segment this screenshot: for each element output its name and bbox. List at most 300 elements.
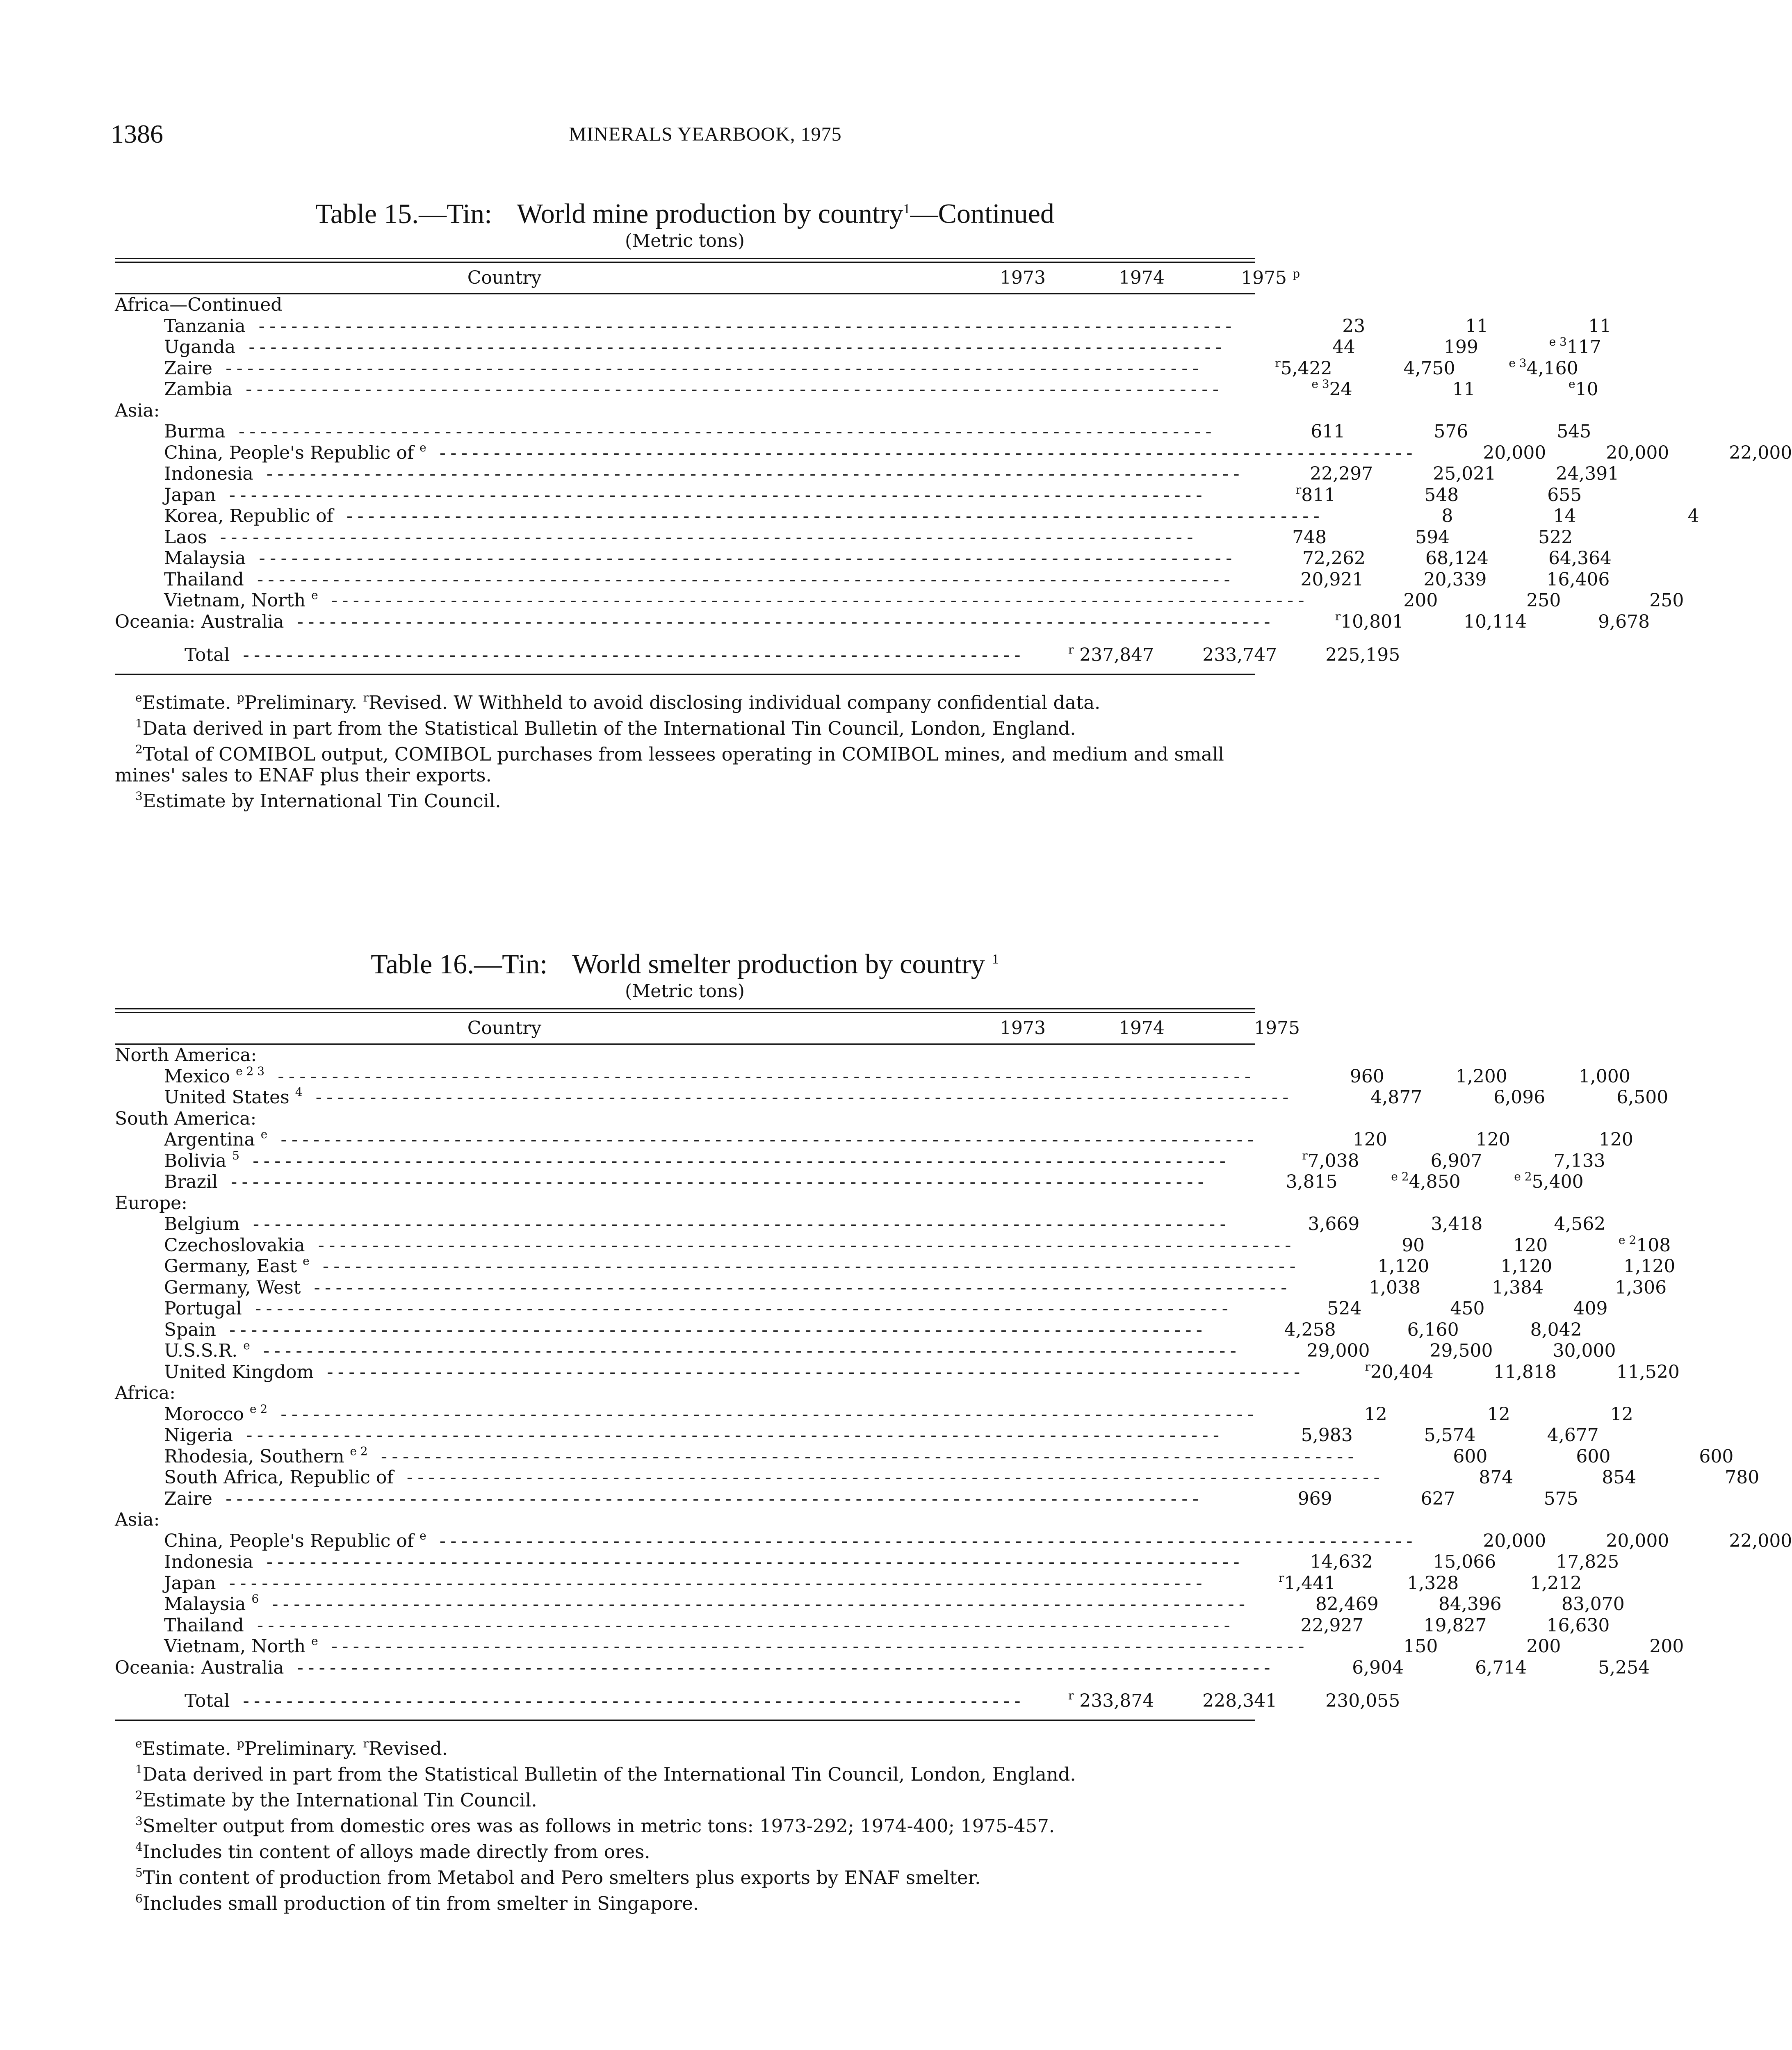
value-number: 1,038 xyxy=(1369,1277,1421,1298)
country-name xyxy=(115,294,878,315)
footnote-text: Smelter output from domestic ores was as follows in metric tons: 1973-292; 1974-400; 1975-457. xyxy=(142,1815,1055,1837)
value-number: 5,400 xyxy=(1532,1171,1584,1193)
value-number: 10 xyxy=(1575,379,1598,400)
value-1973 xyxy=(1256,1129,1387,1150)
country-label: Africa—Continued xyxy=(115,294,283,316)
value-number: 4 xyxy=(1687,506,1699,527)
value-number: 29,000 xyxy=(1306,1340,1370,1362)
table-15-title: World mine production by country xyxy=(517,198,903,229)
country-label: Vietnam, North xyxy=(164,1636,306,1657)
country-name xyxy=(115,1235,1293,1256)
value-1973 xyxy=(1232,1615,1363,1636)
table-15-body xyxy=(115,294,1792,632)
value-1975 xyxy=(1482,1150,1605,1171)
table-15-total xyxy=(115,643,1400,666)
leader-dots: ------------------------------------------------------------------------------------------ xyxy=(318,1636,1307,1657)
footnote-marker: 2 xyxy=(135,743,143,756)
col-1975-flag: p xyxy=(1293,267,1300,281)
table-row xyxy=(115,356,1578,379)
value-number: 1,120 xyxy=(1500,1256,1553,1277)
value-1974 xyxy=(1363,569,1486,590)
value-1973 xyxy=(1289,1277,1420,1298)
value-1974 xyxy=(1361,1298,1484,1319)
country-label: Malaysia xyxy=(164,548,246,569)
table-row xyxy=(115,1085,1669,1108)
value-number: 600 xyxy=(1453,1446,1488,1467)
value-1974 xyxy=(1332,1488,1455,1509)
value-number: 22,297 xyxy=(1310,463,1373,485)
value-1975 xyxy=(1557,1362,1680,1383)
country-name xyxy=(115,441,1415,463)
value-number: 15,066 xyxy=(1433,1551,1496,1573)
country-name xyxy=(115,548,1234,569)
value-1973 xyxy=(1356,1446,1487,1467)
value-1975 xyxy=(1478,335,1601,358)
value-1974 xyxy=(1373,1551,1496,1572)
total-1975: 225,195 xyxy=(1325,645,1400,666)
value-number: 545 xyxy=(1557,421,1591,442)
value-number: 6,096 xyxy=(1493,1087,1546,1108)
col-1974: 1974 xyxy=(1119,1018,1165,1039)
running-title: MINERALS YEARBOOK, 1975 xyxy=(569,123,842,145)
group-heading xyxy=(115,1192,1255,1214)
country-label: Morocco xyxy=(164,1403,244,1425)
value-1975 xyxy=(1510,1129,1633,1150)
table-row xyxy=(115,1657,1650,1678)
country-label: Asia: xyxy=(115,400,160,421)
table-row xyxy=(115,1444,1734,1467)
table-row xyxy=(115,1425,1599,1446)
value-number: 4,850 xyxy=(1409,1171,1461,1193)
footnote xyxy=(115,739,1255,786)
group-heading xyxy=(115,1108,1255,1129)
table-15-caption xyxy=(115,193,1255,252)
country-label: China, People's Republic of xyxy=(164,1530,414,1551)
country-name xyxy=(115,358,1201,379)
leader-dots: ------------------------------------------------------------------------------------------ xyxy=(225,421,1214,442)
group-heading xyxy=(115,400,1255,421)
value-number: 854 xyxy=(1602,1467,1637,1488)
value-number: 22,000 xyxy=(1729,1530,1792,1551)
footnote-text: Revised. W Withheld to avoid disclosing individual company confidential data. xyxy=(368,692,1101,714)
value-number: 72,262 xyxy=(1302,548,1366,569)
value-1974 xyxy=(1422,1087,1545,1108)
value-flag: e 3 xyxy=(1311,377,1329,391)
leader-dots: ------------------------------------------------------------------------------------------ xyxy=(212,1488,1201,1509)
col-country: Country xyxy=(467,1018,542,1039)
country-name xyxy=(115,1045,878,1066)
value-number: 6,714 xyxy=(1475,1657,1527,1678)
value-flag: e 2 xyxy=(1514,1170,1532,1184)
value-number: 11 xyxy=(1452,379,1475,400)
leader-dots: ------------------------------------------------------------------------------------------ xyxy=(233,1425,1222,1446)
value-number: 44 xyxy=(1332,337,1355,358)
country-name xyxy=(115,1108,878,1129)
value-number: 960 xyxy=(1350,1066,1384,1087)
leader-dots: ------------------------------------------------------------------------------------------ xyxy=(253,463,1242,485)
col-1975 xyxy=(1177,267,1300,289)
value-flag: e 3 xyxy=(1549,335,1567,349)
footnote xyxy=(115,713,1255,739)
country-name xyxy=(115,1085,1291,1108)
table-row xyxy=(115,1254,1676,1277)
country-label: Africa: xyxy=(115,1383,176,1404)
country-name xyxy=(115,1425,1222,1446)
table-15-label: Table 15.—Tin: xyxy=(315,198,492,229)
value-1975 xyxy=(1543,1277,1667,1298)
value-number: 250 xyxy=(1649,590,1684,611)
country-name xyxy=(115,1529,1415,1551)
value-number: 20,000 xyxy=(1606,1530,1669,1551)
value-number: 1,306 xyxy=(1615,1277,1667,1298)
table-15-unit: (Metric tons) xyxy=(625,230,745,251)
value-1974 xyxy=(1359,1214,1482,1235)
country-name xyxy=(115,1298,1230,1319)
total-1973-flag: r xyxy=(1068,643,1074,657)
table-row xyxy=(115,569,1610,590)
value-1973 xyxy=(1293,1235,1425,1256)
value-number: 200 xyxy=(1649,1636,1684,1657)
col-1973: 1973 xyxy=(1000,1018,1046,1039)
leader-dots: ------------------------------------------------------------------------------------------ xyxy=(367,1446,1357,1467)
country-name xyxy=(115,611,1272,632)
value-1974 xyxy=(1336,1319,1459,1340)
table-16-total xyxy=(115,1689,1400,1712)
value-number: 1,328 xyxy=(1407,1572,1459,1594)
value-1974 xyxy=(1327,527,1450,548)
value-1973 xyxy=(1242,1551,1373,1572)
value-1974 xyxy=(1438,1636,1561,1657)
total-1973-flag: r xyxy=(1068,1689,1074,1703)
country-label: Nigeria xyxy=(164,1425,233,1446)
value-number: 30,000 xyxy=(1553,1340,1616,1362)
value-1974 xyxy=(1336,1573,1459,1594)
value-1974 xyxy=(1373,463,1496,484)
value-number: 25,021 xyxy=(1433,463,1496,485)
footnote-text: Revised. xyxy=(368,1738,448,1760)
footnote-marker: 5 xyxy=(135,1866,143,1880)
value-1973 xyxy=(1256,1404,1387,1425)
value-number: 20,000 xyxy=(1606,442,1669,463)
value-1973 xyxy=(1234,548,1366,569)
value-number: 10,801 xyxy=(1341,611,1404,632)
value-number: 200 xyxy=(1526,1636,1561,1657)
country-name xyxy=(115,1573,1204,1594)
country-name xyxy=(115,1128,1256,1150)
value-number: 120 xyxy=(1513,1235,1548,1256)
value-number: 575 xyxy=(1543,1488,1578,1509)
table-row xyxy=(115,1592,1625,1615)
leader-dots: ------------------------------------------------------------------------------------------ xyxy=(253,1551,1242,1573)
value-1975 xyxy=(1455,356,1578,379)
value-number: 7,038 xyxy=(1307,1150,1359,1171)
group-heading xyxy=(115,1383,1255,1404)
country-footnote: e xyxy=(420,1528,426,1542)
table-row xyxy=(115,1488,1578,1509)
value-number: 1,200 xyxy=(1455,1066,1507,1087)
value-number: 3,418 xyxy=(1431,1214,1483,1235)
value-flag: r xyxy=(1278,1571,1284,1585)
value-1975 xyxy=(1527,611,1650,632)
country-label: United Kingdom xyxy=(164,1361,314,1383)
leader-dots: ------------------------------------------------------------------------------------------ xyxy=(284,611,1273,632)
footnote xyxy=(115,687,1255,713)
footnote-marker: 1 xyxy=(135,1763,143,1777)
value-flag: e xyxy=(1569,377,1575,391)
value-number: 16,630 xyxy=(1546,1615,1610,1636)
value-number: 5,422 xyxy=(1280,358,1332,379)
value-1975 xyxy=(1459,1319,1582,1340)
total-1975: 230,055 xyxy=(1325,1690,1400,1712)
value-1975 xyxy=(1669,1531,1792,1551)
value-number: 11 xyxy=(1465,315,1489,337)
footnote-text: Data derived in part from the Statistical Bulletin of the International Tin Council, London, England. xyxy=(142,1763,1076,1786)
value-1975 xyxy=(1486,1615,1610,1636)
total-1974: 233,747 xyxy=(1202,645,1277,666)
leader-dots: ------------------------------------------------------------------------------------------ xyxy=(314,1361,1302,1383)
value-number: 1,212 xyxy=(1530,1572,1582,1594)
table-row xyxy=(115,1551,1619,1573)
country-footnote: e xyxy=(243,1339,250,1353)
value-1973 xyxy=(1206,1171,1338,1192)
country-footnote: 4 xyxy=(295,1085,303,1099)
value-1975 xyxy=(1459,1573,1582,1594)
footnote xyxy=(115,1811,1255,1836)
footnote-marker: 3 xyxy=(135,1814,143,1828)
value-number: 16,406 xyxy=(1546,569,1610,590)
table-16-caption xyxy=(115,943,1255,1002)
value-number: 20,000 xyxy=(1483,1530,1546,1551)
country-name xyxy=(115,506,1322,526)
footnote-text: Preliminary. xyxy=(244,692,363,714)
group-heading xyxy=(115,1509,1255,1531)
value-number: 1,120 xyxy=(1623,1256,1676,1277)
country-name xyxy=(115,379,1221,400)
value-number: 12 xyxy=(1487,1403,1510,1425)
footnote-marker: 4 xyxy=(135,1840,143,1854)
country-label: Brazil xyxy=(164,1171,218,1193)
leader-dots: ------------------------------------------------------------------------------------------ xyxy=(233,379,1221,400)
value-number: 4,877 xyxy=(1370,1087,1423,1108)
value-number: 11,818 xyxy=(1493,1361,1557,1383)
leader-dots: ------------------------------------------------------------------------------------------ xyxy=(267,1403,1256,1425)
value-number: 83,070 xyxy=(1561,1594,1625,1615)
value-1974 xyxy=(1420,1277,1543,1298)
country-name xyxy=(115,1277,1289,1298)
value-1974 xyxy=(1352,379,1475,400)
value-1974 xyxy=(1425,1235,1548,1256)
col-1975: 1975 xyxy=(1254,1018,1300,1039)
country-name xyxy=(115,1193,878,1214)
footnote-text: Preliminary. xyxy=(244,1738,363,1760)
total-name: Total xyxy=(185,645,230,666)
value-number: 20,339 xyxy=(1423,569,1487,590)
value-number: 19,827 xyxy=(1423,1615,1487,1636)
value-1973 xyxy=(1204,483,1336,506)
value-1975 xyxy=(1476,1425,1599,1446)
table-row xyxy=(115,1360,1680,1383)
value-1973 xyxy=(1234,316,1365,337)
value-number: 14 xyxy=(1553,506,1576,527)
value-number: 655 xyxy=(1547,484,1582,506)
leader-dots: ------------------------------------------------------------------------------------------ xyxy=(333,506,1322,527)
value-number: 22,927 xyxy=(1300,1615,1364,1636)
value-1974 xyxy=(1384,1066,1507,1087)
value-number: 8,042 xyxy=(1530,1319,1582,1340)
value-flag: r xyxy=(1275,356,1281,370)
table-row-total xyxy=(115,643,1400,666)
value-1975 xyxy=(1669,442,1792,463)
table-row xyxy=(115,1402,1633,1425)
value-1973 xyxy=(1306,590,1438,611)
value-1975 xyxy=(1450,527,1573,548)
country-footnote: e xyxy=(311,1634,318,1648)
table-row xyxy=(115,315,1612,337)
value-1974 xyxy=(1379,1594,1502,1615)
country-label: Belgium xyxy=(164,1214,240,1235)
value-1973 xyxy=(1214,421,1345,442)
value-number: 611 xyxy=(1311,421,1345,442)
value-1974 xyxy=(1429,1256,1552,1277)
value-1973 xyxy=(1247,1594,1379,1615)
value-1975 xyxy=(1496,463,1619,484)
page-header xyxy=(111,119,1255,152)
value-number: 6,500 xyxy=(1616,1087,1669,1108)
country-footnote: e xyxy=(260,1128,268,1141)
value-1975 xyxy=(1561,590,1684,611)
country-label: Czechoslovakia xyxy=(164,1235,305,1256)
leader-dots: ------------------------------------------------------------------------------------------ xyxy=(207,526,1196,548)
country-label: Bolivia xyxy=(164,1150,227,1171)
value-number: 20,404 xyxy=(1370,1361,1434,1383)
value-number: 20,921 xyxy=(1300,569,1364,590)
footnote-marker: 2 xyxy=(135,1788,143,1802)
value-number: 12 xyxy=(1610,1403,1633,1425)
value-number: 200 xyxy=(1403,590,1438,611)
country-name xyxy=(115,1657,1272,1678)
table-row xyxy=(115,463,1619,485)
country-name xyxy=(115,1171,1206,1192)
value-1975 xyxy=(1455,1488,1578,1509)
leader-dots: ------------------------------------------------------------------------------------------ xyxy=(250,1340,1239,1362)
value-number: 14,632 xyxy=(1310,1551,1373,1573)
value-number: 120 xyxy=(1598,1129,1633,1150)
value-number: 23 xyxy=(1342,315,1366,337)
value-number: 548 xyxy=(1424,484,1459,506)
group-heading xyxy=(115,294,1255,316)
value-number: 576 xyxy=(1434,421,1468,442)
value-number: 12 xyxy=(1364,1403,1387,1425)
value-number: 9,678 xyxy=(1598,611,1650,632)
value-number: 3,815 xyxy=(1286,1171,1338,1193)
value-1973 xyxy=(1195,527,1327,548)
country-label: Uganda xyxy=(164,337,236,358)
value-1974 xyxy=(1438,590,1561,611)
value-1974 xyxy=(1338,1170,1461,1192)
table-15-title-footnote: 1 xyxy=(903,201,910,216)
value-1974 xyxy=(1404,1657,1527,1678)
value-number: 600 xyxy=(1576,1446,1611,1467)
country-name xyxy=(115,1634,1306,1657)
footnote-marker: e xyxy=(135,691,142,705)
value-number: 4,258 xyxy=(1284,1319,1336,1340)
value-number: 11 xyxy=(1588,315,1612,337)
value-number: 90 xyxy=(1402,1235,1425,1256)
value-number: 6,160 xyxy=(1407,1319,1459,1340)
country-label: Oceania: Australia xyxy=(115,1657,284,1678)
table-row xyxy=(115,1233,1671,1256)
leader-dots: ------------------------------------------------------------------------------------------ xyxy=(239,1214,1229,1235)
footnote-text: Data derived in part from the Statistical Bulletin of the International Tin Council, London, England. xyxy=(142,718,1076,740)
value-flag: e 2 xyxy=(1391,1170,1409,1184)
total-label xyxy=(115,1690,1023,1711)
footnote-marker: r xyxy=(363,691,369,705)
country-name xyxy=(115,1254,1298,1277)
value-1973 xyxy=(1382,1467,1513,1488)
leader-dots: ------------------------------------------------------------------------ xyxy=(230,645,1023,666)
country-name xyxy=(115,1402,1256,1425)
country-label: Laos xyxy=(164,526,207,548)
country-footnote: e xyxy=(311,588,318,602)
value-number: 117 xyxy=(1566,337,1601,358)
country-label: Rhodesia, Southern xyxy=(164,1446,344,1467)
country-name xyxy=(115,316,1234,337)
leader-dots: ------------------------------------------------------------------------------------------ xyxy=(264,1066,1253,1087)
value-1973 xyxy=(1205,1319,1336,1340)
footnote-text: Estimate by the International Tin Council. xyxy=(142,1789,537,1811)
table-row xyxy=(115,1214,1606,1235)
value-flag: r xyxy=(1365,1360,1370,1374)
leader-dots: ------------------------------------------------------------------------------------------ xyxy=(284,1657,1273,1678)
value-1975 xyxy=(1561,1636,1684,1657)
value-number: 250 xyxy=(1526,590,1561,611)
value-1974 xyxy=(1355,337,1478,358)
table-16-title-footnote: 1 xyxy=(992,952,999,967)
value-number: 1,441 xyxy=(1284,1572,1336,1594)
footnote xyxy=(115,1785,1255,1811)
table-15-top-rule xyxy=(115,258,1255,263)
footnote xyxy=(115,786,1255,811)
value-1973 xyxy=(1415,1531,1546,1551)
leader-dots: ------------------------------------------------------------------------------------------ xyxy=(305,1235,1294,1256)
table-row xyxy=(115,335,1601,358)
table-16-body xyxy=(115,1045,1792,1678)
value-number: 29,500 xyxy=(1429,1340,1493,1362)
total-name: Total xyxy=(185,1690,230,1712)
col-1974: 1974 xyxy=(1119,267,1165,289)
value-1974 xyxy=(1387,1129,1510,1150)
table-16-title: World smelter production by country xyxy=(572,948,985,979)
value-1975 xyxy=(1507,1066,1630,1087)
value-number: 522 xyxy=(1538,526,1573,548)
country-label: Tanzania xyxy=(164,315,246,337)
value-1975 xyxy=(1548,1233,1671,1256)
value-1973 xyxy=(1322,506,1453,526)
footnote-text: Tin content of production from Metabol and Pero smelters plus exports by ENAF smelter. xyxy=(142,1867,981,1889)
table-row xyxy=(115,483,1582,506)
total-label xyxy=(115,645,1023,665)
footnote xyxy=(115,1733,1255,1759)
table-row xyxy=(115,1170,1584,1193)
value-number: 748 xyxy=(1292,526,1327,548)
value-number: 6,904 xyxy=(1352,1657,1404,1678)
value-number: 600 xyxy=(1699,1446,1734,1467)
footnote-marker: p xyxy=(237,691,244,705)
leader-dots: ------------------------------------------------------------------------------------------ xyxy=(217,1171,1206,1193)
value-1975 xyxy=(1482,1214,1605,1235)
country-label: Zaire xyxy=(164,1488,212,1509)
country-label: Germany, West xyxy=(164,1277,301,1298)
